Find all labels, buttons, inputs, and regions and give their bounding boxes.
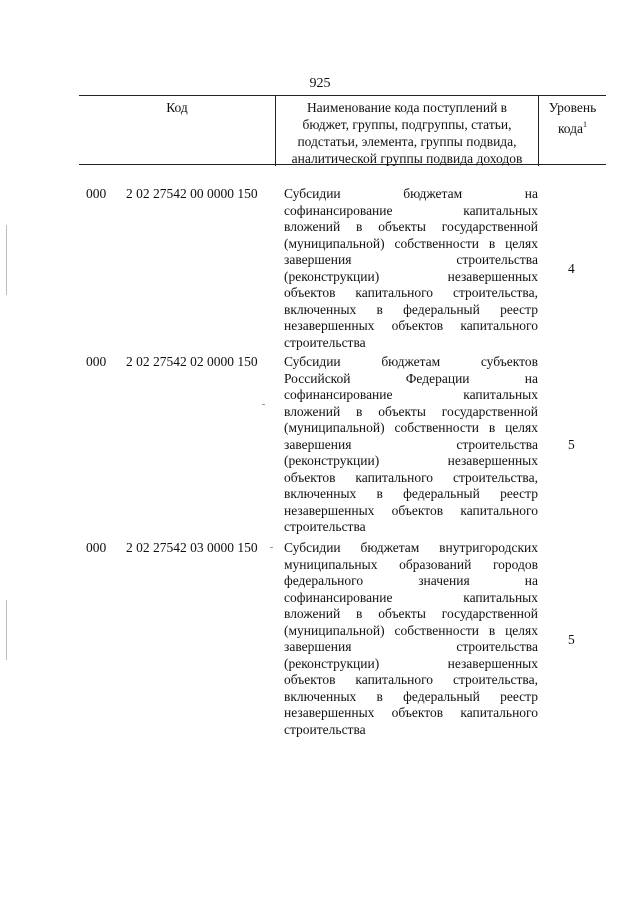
revenue-name-line [284, 453, 538, 470]
word: незавершенных объектов капитального [284, 705, 538, 720]
revenue-name-line [284, 503, 538, 520]
word: незавершенных [447, 453, 538, 468]
admin-code: 000 [86, 540, 107, 555]
code-level: 4 [568, 261, 575, 276]
word: в [376, 301, 383, 317]
word: значения [418, 573, 470, 588]
revenue-name-line [284, 186, 538, 203]
revenue-name-line [284, 656, 538, 673]
word: федеральный [403, 486, 480, 501]
word: на [524, 186, 538, 201]
header-code: Код [166, 100, 188, 115]
revenue-name-line [284, 672, 538, 689]
word: в [376, 688, 383, 704]
revenue-name-line [284, 557, 538, 574]
word: завершения [284, 436, 352, 452]
word: (муниципальной) собственности в целях [284, 420, 538, 435]
header-name [275, 96, 539, 166]
word: незавершенных [447, 655, 538, 671]
word: включенных [284, 688, 357, 704]
revenue-name-line [284, 236, 538, 253]
revenue-name-line [284, 573, 538, 590]
header-level-line1: Уровень [548, 100, 597, 115]
revenue-name-line [284, 519, 538, 536]
word: строительства [284, 721, 366, 737]
word: софинансирование [284, 387, 393, 402]
word: софинансирование [284, 589, 393, 605]
word: незавершенных объектов капитального [284, 502, 538, 518]
word: незавершенных [447, 268, 538, 284]
code-level: 5 [568, 632, 575, 647]
revenue-name [284, 540, 538, 738]
word: включенных [284, 301, 357, 317]
word: незавершенных объектов капитального [284, 318, 538, 333]
revenue-name-line [284, 203, 538, 220]
word: бюджетам [381, 354, 441, 369]
word: вложений в объекты государственной [284, 219, 538, 234]
revenue-code: 2 02 27542 00 0000 150 [126, 186, 258, 201]
word: реестр [500, 688, 538, 704]
revenue-name-line [284, 705, 538, 722]
revenue-name-line [284, 470, 538, 487]
word: бюджетам [403, 186, 463, 201]
revenue-name-line [284, 354, 538, 371]
revenue-name-line [284, 639, 538, 656]
word: Субсидии [284, 186, 341, 201]
revenue-name-line [284, 420, 538, 437]
revenue-code: 2 02 27542 02 0000 150 [126, 354, 258, 369]
revenue-name-line [284, 540, 538, 557]
revenue-name-line [284, 623, 538, 640]
word: строительства [284, 334, 366, 350]
word: реестр [500, 486, 538, 501]
header-level [539, 96, 606, 166]
revenue-code: 2 02 27542 03 0000 150 [126, 540, 258, 555]
word: муниципальных образований городов [284, 556, 538, 572]
word: (муниципальной) собственности в целях [284, 622, 538, 638]
scan-speck [270, 547, 273, 548]
revenue-name-line [284, 335, 538, 352]
revenue-name-line [284, 252, 538, 269]
revenue-name-line [284, 387, 538, 404]
word: (реконструкции) [284, 268, 380, 284]
admin-code: 000 [86, 354, 107, 369]
word: вложений в объекты государственной [284, 403, 538, 419]
word: завершения [284, 252, 352, 267]
word: объектов капитального строительства, [284, 285, 538, 300]
revenue-name-line [284, 404, 538, 421]
word: строительства, [452, 469, 538, 485]
revenue-name [284, 186, 538, 351]
word: реестр [500, 301, 538, 317]
revenue-name [284, 354, 538, 536]
scan-speck [262, 404, 265, 405]
word: строительства [284, 519, 366, 534]
revenue-name-line [284, 269, 538, 286]
word: софинансирование [284, 202, 393, 218]
word: капитального [355, 469, 434, 485]
footnote-ref: 1 [583, 120, 588, 129]
word: включенных [284, 486, 357, 501]
word: (реконструкции) [284, 453, 380, 468]
revenue-name-line [284, 722, 538, 739]
header-level-word: кода [557, 121, 584, 136]
word: Субсидии бюджетам внутригородских [284, 540, 538, 555]
word: капитальных [463, 589, 538, 605]
scan-margin-mark [6, 600, 7, 660]
word: Федерации [405, 370, 470, 386]
code-level: 5 [568, 437, 575, 452]
word: строительства [456, 436, 538, 452]
header-name-line: аналитической группы подвида доходов [291, 151, 523, 166]
revenue-name-line [284, 590, 538, 607]
revenue-name-line [284, 486, 538, 503]
header-level-line2 [539, 116, 606, 137]
word: объектов [284, 469, 336, 485]
word: капитальных [463, 387, 538, 402]
word: Российской [284, 370, 351, 386]
admin-code: 000 [86, 186, 107, 201]
word: вложений в объекты государственной [284, 606, 538, 621]
word: субъектов [480, 354, 538, 369]
header-name-line: Наименование кода поступлений в [306, 100, 508, 115]
revenue-name-line [284, 606, 538, 623]
word: строительства, [452, 672, 538, 687]
word: на [524, 573, 538, 588]
revenue-name-line [284, 302, 538, 319]
header-name-line: бюджет, группы, подгруппы, статьи, [302, 117, 512, 132]
revenue-name-line [284, 219, 538, 236]
word: (реконструкции) [284, 655, 380, 671]
revenue-name-line [284, 437, 538, 454]
word: строительства [456, 639, 538, 654]
word: строительства [456, 252, 538, 267]
word: федеральный [403, 301, 480, 317]
word: федерального [284, 573, 364, 588]
page-number: 925 [309, 76, 331, 91]
revenue-name-line [284, 285, 538, 302]
word: Субсидии [284, 354, 341, 369]
scan-margin-mark [6, 225, 7, 295]
word: (муниципальной) собственности в целях [284, 235, 538, 251]
word: объектов [284, 672, 336, 687]
word: в [376, 486, 383, 501]
word: капитального [355, 672, 434, 687]
revenue-name-line [284, 371, 538, 388]
revenue-name-line [284, 689, 538, 706]
word: на [524, 370, 538, 386]
word: завершения [284, 639, 352, 654]
header-name-line: подстатьи, элемента, группы подвида, [297, 134, 517, 149]
revenue-name-line [284, 318, 538, 335]
word: федеральный [403, 688, 480, 704]
word: капитальных [463, 202, 538, 218]
table-header [79, 95, 606, 165]
